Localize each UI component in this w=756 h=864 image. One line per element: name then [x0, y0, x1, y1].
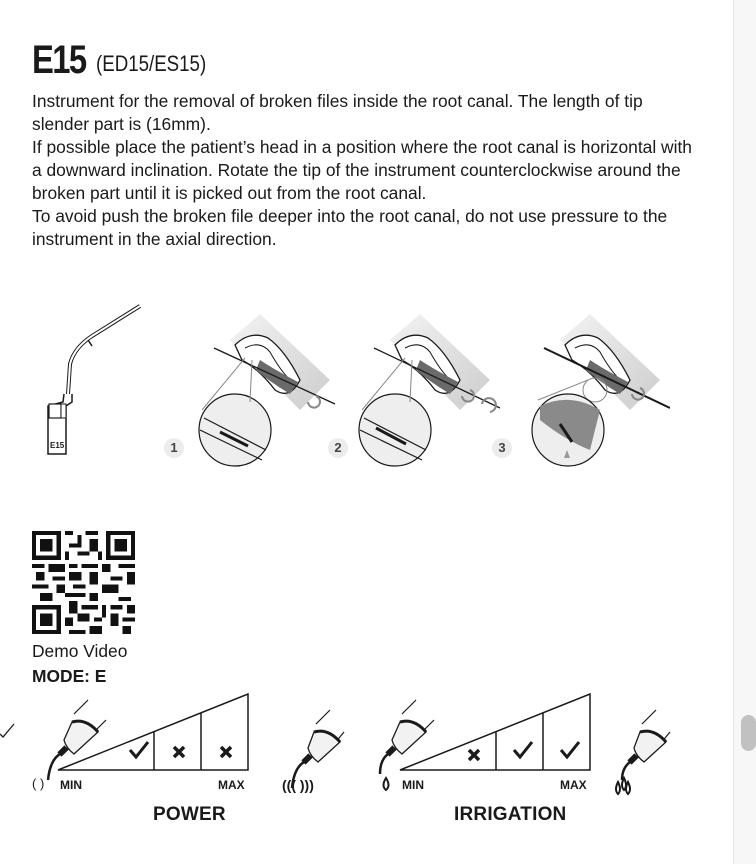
step-2-illustration [350, 310, 500, 480]
step-3-illustration [510, 310, 670, 480]
model-title: E15 [32, 38, 86, 82]
scaler-handpiece-icon [622, 710, 670, 780]
power-gauge [28, 690, 348, 830]
tip-label: E15 [50, 441, 65, 450]
irrigation-max-label: MAX [560, 778, 587, 792]
power-title: POWER [153, 804, 226, 825]
description-paragraph: Instrument for the removal of broken files inside the root canal. The length of tip slender part is (16mm). [32, 91, 643, 134]
vibration-high-icon: ((( ))) [282, 777, 314, 793]
vibration-low-icon: ( ) [32, 776, 45, 791]
irrigation-gauge [372, 690, 672, 830]
description-paragraph: If possible place the patient’s head in a position where the root canal is horizontal with a downward inclination. Rotate the tip of the instrument counterclockwise around the broken part until it is picked out from the root canal. [32, 137, 692, 203]
model-variants: (ED15/ES15) [96, 51, 207, 76]
demo-video-label: Demo Video [32, 641, 128, 661]
step-2-badge: 2 [328, 438, 348, 458]
step-1-illustration [190, 310, 340, 480]
mode-label: MODE: E [32, 666, 107, 686]
irrigation-min-label: MIN [402, 778, 424, 792]
step-1-badge: 1 [164, 438, 184, 458]
power-min-label: MIN [60, 778, 82, 792]
title-row [32, 40, 226, 80]
scrollbar-thumb[interactable] [741, 715, 756, 751]
cropped-check-icon [0, 722, 16, 738]
description-paragraph: To avoid push the broken file deeper into the root canal, do not use pressure to the instrument in the axial direction. [32, 206, 668, 249]
water-drop-icon [384, 778, 389, 790]
step-3-badge: 3 [492, 438, 512, 458]
qr-code[interactable] [32, 531, 135, 634]
water-drops-icon [616, 778, 630, 794]
description [32, 90, 692, 251]
irrigation-title: IRRIGATION [454, 804, 567, 825]
tip-illustration [30, 300, 150, 460]
power-max-label: MAX [218, 778, 245, 792]
vertical-scrollbar[interactable] [733, 0, 756, 864]
procedure-illustrations [30, 300, 680, 490]
